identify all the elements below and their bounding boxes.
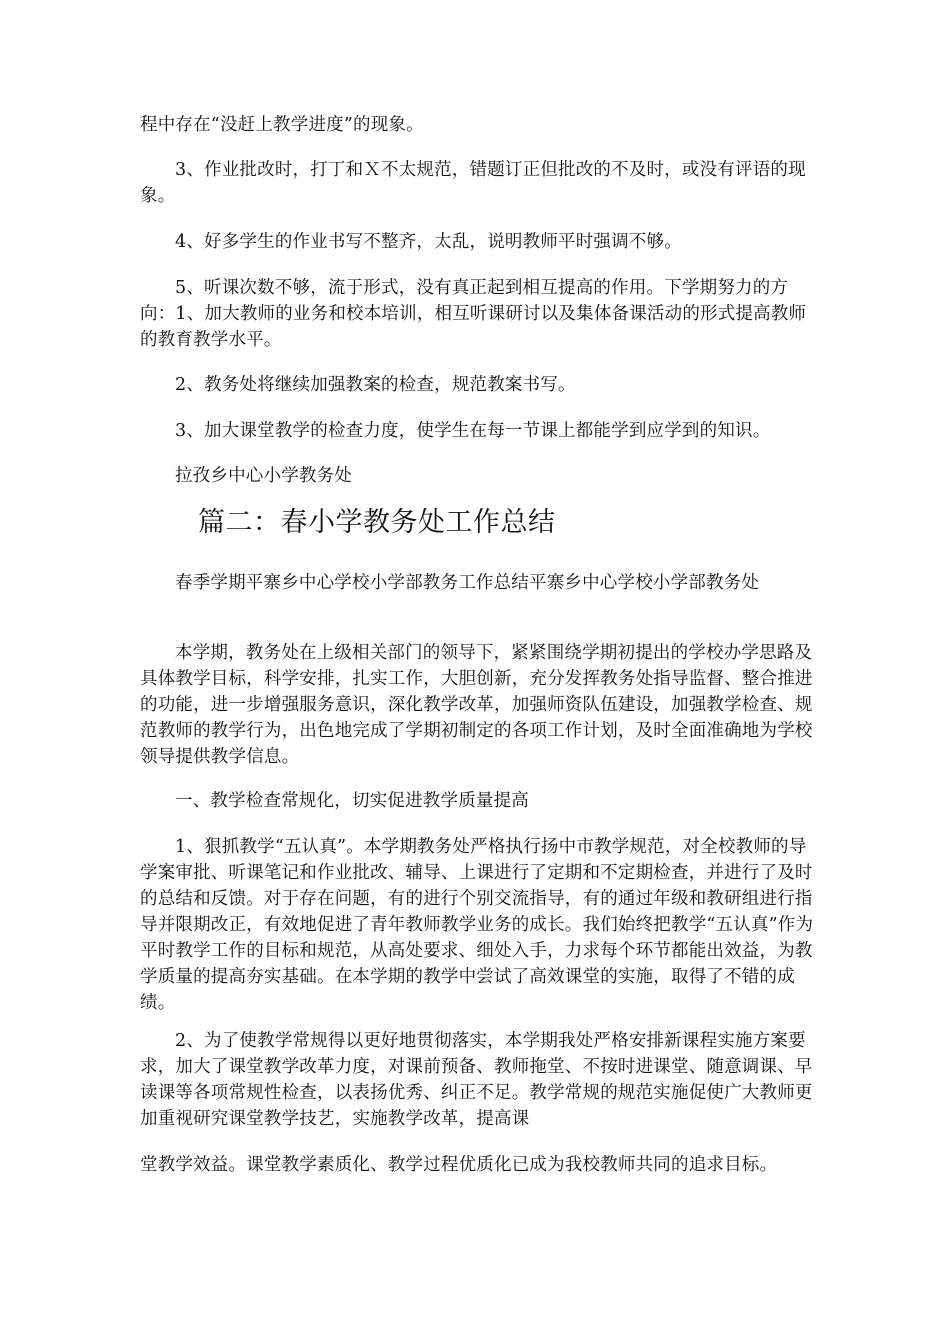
paragraph-five-serious: 1、狠抓教学“五认真”。本学期教务处严格执行扬中市教学规范，对全校教师的导学案审批、听课笔记和作业批改、辅导、上课进行了定期和不定期检查，并进行了及时的总结和反馈。对于存在问题，有的进行个别交流指导，有的通过年级和教研组进行指导并限期改正，有效地促进了青年教师教学业务的成长。我们始终把教学“五认真”作为平时教学工作的目标和规范，从高处要求、细处入手，力求每个环节都能出效益，为教学质量的提高夯实基础。在本学期的教学中尝试了高效课堂的实施，取得了不错的成绩。 (140, 837, 814, 1013)
paragraph-section-one: 一、教学检查常规化，切实促进教学质量提高 (175, 791, 529, 811)
paragraph-direction-3: 3、加大课堂教学的检查力度，使学生在每一节课上都能学到应学到的知识。 (175, 421, 771, 441)
paragraph-item-3: 3、作业批改时，打丁和Ｘ不太规范，错题订正但批改的不及时，或没有评语的现象。 (140, 160, 806, 206)
paragraph-routine: 2、为了使教学常规得以更好地贯彻落实，本学期我处严格安排新课程实施方案要求，加大了课堂教学改革力度，对课前预备、教师拖堂、不按时进课堂、随意调课、早读课等各项常规性检查，以表扬优秀、纠正不足。教学常规的规范实施促使广大教师更加重视研究课堂教学技艺，实施教学改革，提高课 (140, 1031, 813, 1129)
section-heading: 篇二：春小学教务处工作总结 (198, 507, 556, 538)
paragraph-intro: 本学期，教务处在上级相关部门的领导下，紧紧围绕学期初提出的学校办学思路及具体教学目标，科学安排，扎实工作，大胆创新，充分发挥教务处指导监督、整合推进的功能，进一步增强服务意识，深化教学改革，加强师资队伍建设，加强教学检查、规范教师的教学行为，出色地完成了学期初制定的各项工作计划，及时全面准确地为学校领导提供教学信息。 (140, 643, 813, 767)
paragraph-subtitle: 春季学期平寨乡中心学校小学部教务工作总结平寨乡中心学校小学部教务处 (175, 573, 760, 593)
paragraph-continuation-end: 堂教学效益。课堂教学素质化、教学过程优质化已成为我校教师共同的追求目标。 (140, 1155, 778, 1175)
paragraph-item-4: 4、好多学生的作业书写不整齐，太乱，说明教师平时强调不够。 (175, 232, 682, 252)
paragraph-item-5: 5、听课次数不够，流于形式，没有真正起到相互提高的作用。下学期努力的方向：1、加大教师的业务和校本培训，相互听课研讨以及集体备课活动的形式提高教师的教育教学水平。 (140, 278, 807, 350)
signature-line: 拉孜乡中心小学教务处 (175, 466, 352, 486)
paragraph-direction-2: 2、教务处将继续加强教案的检查，规范教案书写。 (175, 375, 576, 395)
paragraph-continuation: 程中存在“没赶上教学进度”的现象。 (140, 115, 424, 135)
